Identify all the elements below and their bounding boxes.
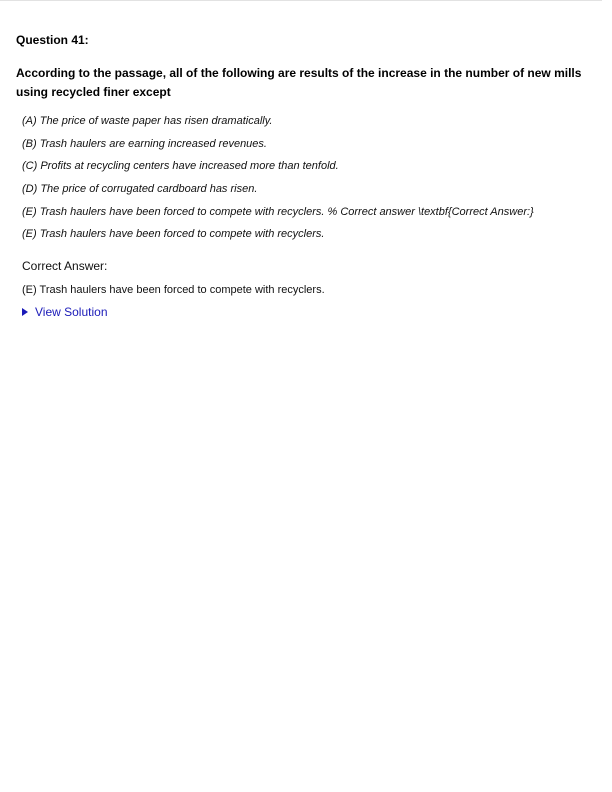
option-c: (C) Profits at recycling centers have increased more than tenfold. xyxy=(22,160,339,173)
question-stem: According to the passage, all of the following are results of the increase in the number of new mills using recycled finer except xyxy=(16,66,582,99)
correct-answer-text: (E) Trash haulers have been forced to compete with recyclers. xyxy=(22,284,325,296)
option-e-repeat: (E) Trash haulers have been forced to compete with recyclers. xyxy=(22,228,325,241)
option-e: (E) Trash haulers have been forced to compete with recyclers. % Correct answer \textbf{Correct Answer:} xyxy=(22,205,534,218)
correct-answer-heading: Correct Answer: xyxy=(22,259,108,273)
question-title: Question 41: xyxy=(16,33,89,47)
answer-options-list xyxy=(22,114,602,250)
triangle-right-icon xyxy=(22,308,28,316)
top-divider xyxy=(0,0,602,1)
option-d: (D) The price of corrugated cardboard has risen. xyxy=(22,183,258,196)
option-a: (A) The price of waste paper has risen dramatically. xyxy=(22,115,273,127)
view-solution-label: View Solution xyxy=(35,305,108,319)
view-solution-toggle[interactable] xyxy=(22,305,108,319)
option-b: (B) Trash haulers are earning increased revenues. xyxy=(22,137,267,150)
